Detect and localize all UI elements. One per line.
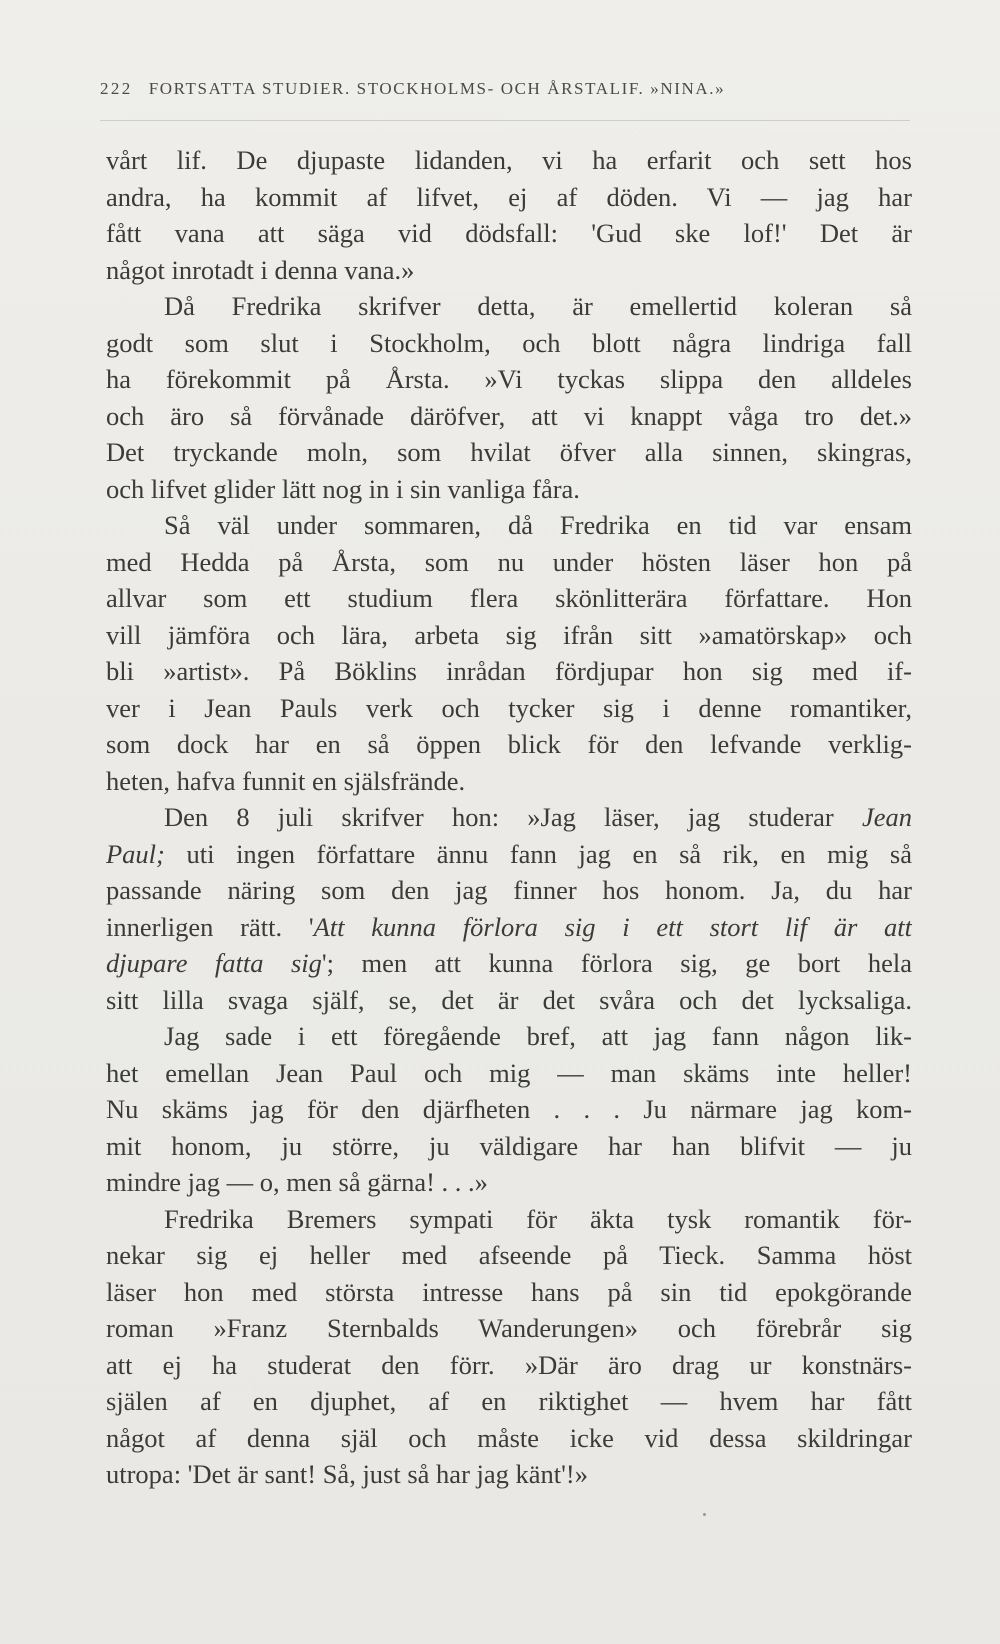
text-line: mindre jag — o, men så gärna! . . .» [106,1167,488,1197]
running-header [100,79,910,99]
text-line: läser hon med största intresse hans på sin tid epokgörande [106,1276,912,1307]
text-line: vårt lif. De djupaste lidanden, vi ha erfarit och sett hos [106,145,912,175]
text-line: utropa: 'Det är sant! Så, just så har jag känt'!» [106,1459,588,1489]
running-title: FORTSATTA STUDIER. STOCKHOLMS- OCH ÅRSTALIF. »NINA.» [148,79,726,98]
text-line: andra, ha kommit af lifvet, ej af döden. Vi — jag har [106,181,912,212]
text-line [106,836,912,873]
text-line [106,909,912,946]
page-number: 222 [100,79,133,98]
header-rule [100,120,910,121]
text-line: något af denna själ och måste icke vid dessa skildringar [106,1422,912,1453]
text-line: bli »artist». På Böklins inrådan fördjupar hon sig med if- [106,656,912,686]
italic-run: Jean [861,802,912,832]
text-line: Fredrika Bremers sympati för äkta tysk romantik för- [164,1203,912,1234]
body-text [106,142,912,1493]
text-line: het emellan Jean Paul och mig — man skäms inte heller! [106,1057,912,1088]
text-line [106,799,912,836]
text-line: nekar sig ej heller med afseende på Tieck. Samma höst [106,1240,912,1270]
text-line: med Hedda på Årsta, som nu under hösten läser hon på [106,546,912,577]
text-line: och lifvet glider lätt nog in i sin vanliga fåra. [106,473,580,504]
text-line: Då Fredrika skrifver detta, är emellertid koleran så [164,291,912,321]
text-line: heten, hafva funnit en själsfrände. [106,765,466,796]
text-line: allvar som ett studium flera skönlitterära författare. Hon [106,583,912,613]
italic-run: Paul; [106,838,165,869]
text-line: Jag sade i ett föregående bref, att jag fann någon lik- [164,1021,912,1051]
text-line: att ej ha studerat den förr. »Där äro drag ur konstnärs- [106,1349,912,1380]
text-line: Nu skäms jag för den djärfheten . . . Ju närmare jag kom- [106,1094,912,1124]
text-line [106,945,912,982]
text-run: Den 8 juli skrifver hon: »Jag läser, jag studerar [164,802,862,832]
paper-speck [703,1513,706,1516]
italic-run: djupare fatta sig [106,948,322,978]
text-line: mit honom, ju större, ju väldigare har han blifvit — ju [106,1130,912,1161]
text-line: roman »Franz Sternbalds Wanderungen» och förebrår sig [106,1313,912,1343]
text-line: sitt lilla svaga själf, se, det är det svåra och det lycksaliga. [106,984,912,1015]
text-line: och äro så förvånade däröfver, att vi knappt våga tro det.» [106,400,912,431]
text-line: som dock har en så öppen blick för den lefvande verklig- [106,729,912,759]
text-run: '; men att kunna förlora sig, ge bort hela [321,948,912,978]
text-line: vill jämföra och lära, arbeta sig ifrån sitt »amatörskap» och [106,619,912,650]
text-run: innerligen rätt. ' [106,911,314,942]
text-run: uti ingen författare ännu fann jag en så rik, en mig så [164,838,912,869]
text-line: något inrotadt i denna vana.» [106,254,415,285]
text-line: Det tryckande moln, som hvilat öfver alla sinnen, skingras, [106,437,912,467]
italic-run: Att kunna förlora sig i ett stort lif är att [313,911,912,942]
text-line: själen af en djuphet, af en riktighet — hvem har fått [106,1386,912,1416]
text-line: ha förekommit på Årsta. »Vi tyckas slippa den alldeles [106,364,912,394]
text-line: Så väl under sommaren, då Fredrika en tid var ensam [164,510,912,540]
text-line: passande näring som den jag finner hos honom. Ja, du har [106,875,912,905]
text-line: fått vana att säga vid dödsfall: 'Gud ske lof!' Det är [106,218,912,248]
text-line: ver i Jean Pauls verk och tycker sig i denne romantiker, [106,692,912,723]
text-line: godt som slut i Stockholm, och blott några lindriga fall [106,327,912,358]
